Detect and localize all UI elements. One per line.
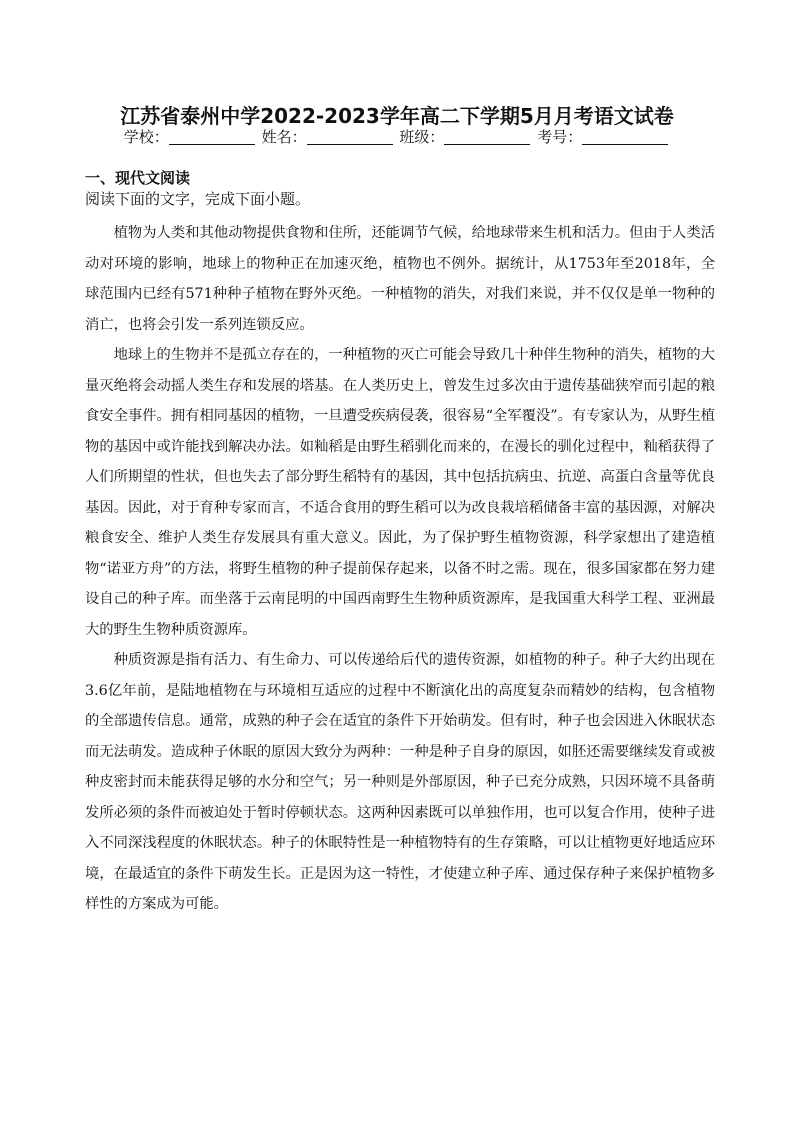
name-label: 姓名： bbox=[261, 128, 307, 146]
school-label: 学校： bbox=[123, 128, 169, 146]
exam-number-blank[interactable] bbox=[582, 128, 668, 145]
student-info-line bbox=[0, 126, 794, 147]
section-heading: 一、现代文阅读 bbox=[85, 169, 191, 187]
class-label: 班级： bbox=[399, 128, 445, 146]
paragraph-1: 植物为人类和其他动物提供食物和住所，还能调节气候，给地球带来生机和活力。但由于人类活动对环境的影响，地球上的物种正在加速灭绝，植物也不例外。据统计，从1753年至2018年，全球范围内已经有571种种子植物在野外灭绝。一种植物的消失，对我们来说，并不仅仅是单一物种的消亡，也将会引发一系列连锁反应。 bbox=[85, 225, 715, 333]
reading-instruction: 阅读下面的文字，完成下面小题。 bbox=[85, 190, 311, 208]
paragraph-2: 地球上的生物并不是孤立存在的，一种植物的灭亡可能会导致几十种伴生物种的消失，植物的大量灭绝将会动摇人类生存和发展的塔基。在人类历史上，曾发生过多次由于遗传基础狭窄而引起的粮食安全事件。拥有相同基因的植物，一旦遭受疾病侵袭，很容易“全军覆没”。有专家认为，从野生植物的基因中或许能找到解决办法。如籼稻是由野生稻驯化而来的，在漫长的驯化过程中，籼稻获得了人们所期望的性状，但也失去了部分野生稻特有的基因，其中包括抗病虫、抗逆、高蛋白含量等优良基因。因此，对于育种专家而言，不适合食用的野生稻可以为改良栽培稻储备丰富的基因源，对解决粮食安全、维护人类生存发展具有重大意义。因此，为了保护野生植物资源，科学家想出了建造植物“诺亚方舟”的方法，将野生植物的种子提前保存起来，以备不时之需。现在，很多国家都在努力建设自己的种子库。而坐落于云南昆明的中国西南野生生物种质资源库，是我国重大科学工程、亚洲最大的野生生物种质资源库。 bbox=[85, 347, 715, 638]
paragraph-3: 种质资源是指有活力、有生命力、可以传递给后代的遗传资源，如植物的种子。种子大约出现在3.6亿年前，是陆地植物在与环境相互适应的过程中不断演化出的高度复杂而精妙的结构，包含植物的全部遗传信息。通常，成熟的种子会在适宜的条件下开始萌发。但有时，种子也会因进入休眠状态而无法萌发。造成种子休眠的原因大致分为两种：一种是种子自身的原因，如胚还需要继续发育或被种皮密封而未能获得足够的水分和空气；另一种则是外部原因，种子已充分成熟，只因环境不具备萌发所必须的条件而被迫处于暂时停顿状态。这两种因素既可以单独作用，也可以复合作用，使种子进入不同深浅程度的休眠状态。种子的休眠特性是一种植物特有的生存策略，可以让植物更好地适应环境，在最适宜的条件下萌发生长。正是因为这一特性，才使建立种子库、通过保存种子来保护植物多样性的方案成为可能。 bbox=[85, 652, 715, 912]
school-blank[interactable] bbox=[169, 128, 255, 145]
exam-title: 江苏省泰州中学2022-2023学年高二下学期5月月考语文试卷 bbox=[120, 104, 674, 128]
name-blank[interactable] bbox=[307, 128, 393, 145]
class-blank[interactable] bbox=[444, 128, 530, 145]
exam-number-label: 考号： bbox=[537, 128, 583, 146]
passage-body bbox=[85, 218, 715, 920]
